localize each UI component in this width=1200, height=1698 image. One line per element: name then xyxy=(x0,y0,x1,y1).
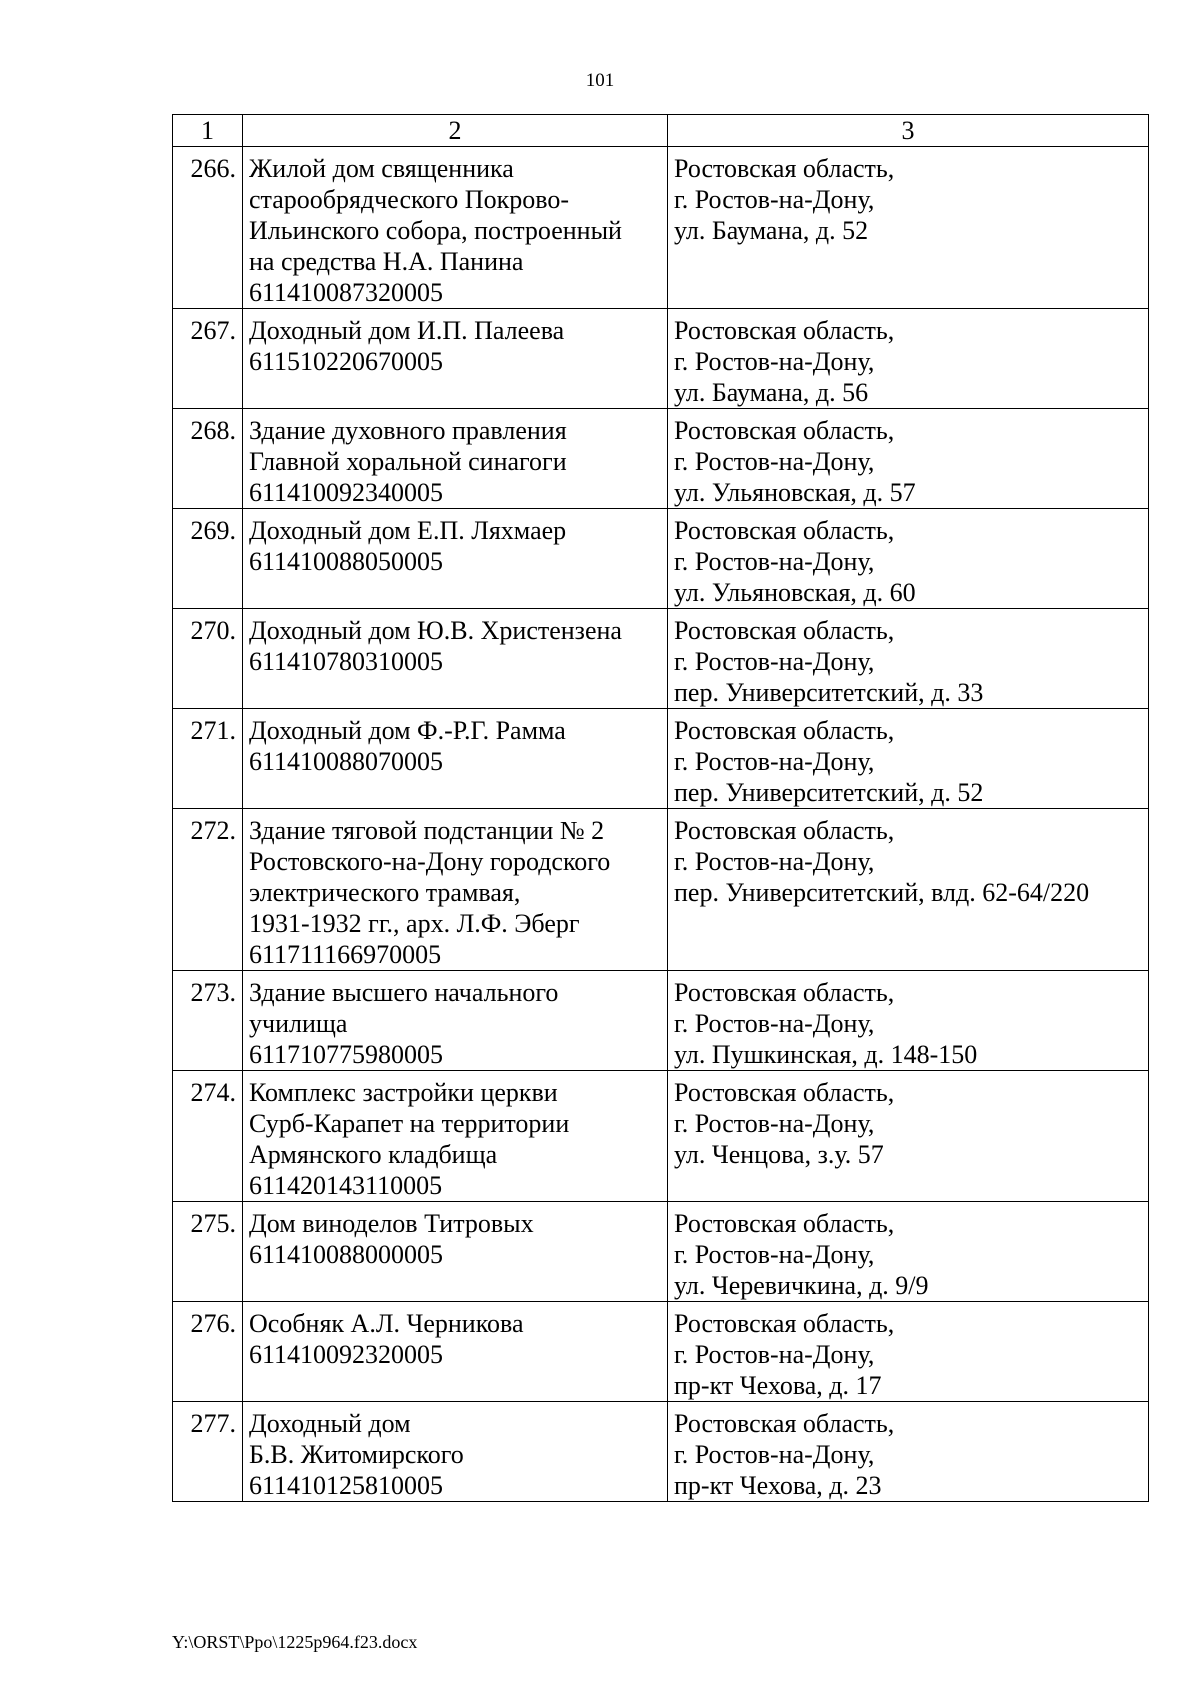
table-row xyxy=(173,609,1149,709)
row-number: 277. xyxy=(173,1402,243,1502)
address-line: Ростовская область, xyxy=(674,816,895,845)
object-name-line: Главной хоральной синагоги xyxy=(249,447,567,476)
address-line: г. Ростов-на-Дону, xyxy=(674,1109,875,1138)
table-row xyxy=(173,409,1149,509)
table-row xyxy=(173,1071,1149,1202)
object-name-line: Б.В. Житомирского xyxy=(249,1440,464,1469)
table-row xyxy=(173,971,1149,1071)
object-name-line: старообрядческого Покрово- xyxy=(249,185,569,214)
object-name-line: Жилой дом священника xyxy=(249,154,514,183)
object-name-line: Ильинского собора, построенный xyxy=(249,216,622,245)
table-row xyxy=(173,509,1149,609)
table-header-row xyxy=(173,115,1149,147)
address-cell xyxy=(668,309,1149,409)
object-name-line: Доходный дом Ф.-Р.Г. Рамма xyxy=(249,716,566,745)
address-cell xyxy=(668,147,1149,309)
object-name-line: электрического трамвая, xyxy=(249,878,521,907)
object-name-cell xyxy=(243,1202,668,1302)
page-number: 101 xyxy=(585,70,615,91)
address-line: Ростовская область, xyxy=(674,516,895,545)
address-line: ул. Пушкинская, д. 148-150 xyxy=(674,1040,978,1069)
address-cell xyxy=(668,1402,1149,1502)
object-name-line: Армянского кладбища xyxy=(249,1140,498,1169)
address-line: Ростовская область, xyxy=(674,1078,895,1107)
table-row xyxy=(173,309,1149,409)
address-line: ул. Черевичкина, д. 9/9 xyxy=(674,1271,929,1300)
object-name-cell xyxy=(243,409,668,509)
object-name-line: Здание тяговой подстанции № 2 xyxy=(249,816,605,845)
row-number: 268. xyxy=(173,409,243,509)
row-number: 275. xyxy=(173,1202,243,1302)
address-line: Ростовская область, xyxy=(674,716,895,745)
object-name-line: Здание духовного правления xyxy=(249,416,567,445)
address-line: Ростовская область, xyxy=(674,1309,895,1338)
address-line: г. Ростов-на-Дону, xyxy=(674,847,875,876)
object-name-line: Комплекс застройки церкви xyxy=(249,1078,558,1107)
row-number: 267. xyxy=(173,309,243,409)
table-row xyxy=(173,1402,1149,1502)
address-cell xyxy=(668,1302,1149,1402)
object-name-cell xyxy=(243,809,668,971)
row-number: 269. xyxy=(173,509,243,609)
address-line: г. Ростов-на-Дону, xyxy=(674,185,875,214)
address-line: г. Ростов-на-Дону, xyxy=(674,347,875,376)
object-name-cell xyxy=(243,509,668,609)
address-line: пер. Университетский, д. 33 xyxy=(674,678,984,707)
heritage-registry-table xyxy=(172,114,1149,1502)
row-number: 273. xyxy=(173,971,243,1071)
address-line: г. Ростов-на-Дону, xyxy=(674,1440,875,1469)
object-name-line: Доходный дом И.П. Палеева xyxy=(249,316,565,345)
row-number: 266. xyxy=(173,147,243,309)
row-number: 272. xyxy=(173,809,243,971)
object-name-cell xyxy=(243,147,668,309)
object-name-line: Доходный дом Е.П. Ляхмаер xyxy=(249,516,567,545)
table-row xyxy=(173,147,1149,309)
row-number: 270. xyxy=(173,609,243,709)
column-header-name: 2 xyxy=(243,115,668,147)
object-name-line: Доходный дом xyxy=(249,1409,411,1438)
address-line: Ростовская область, xyxy=(674,978,895,1007)
address-cell xyxy=(668,1202,1149,1302)
registry-number: 611410088050005 xyxy=(249,547,444,576)
row-number: 271. xyxy=(173,709,243,809)
address-cell xyxy=(668,1071,1149,1202)
address-line: пер. Университетский, д. 52 xyxy=(674,778,984,807)
table-row xyxy=(173,1302,1149,1402)
address-line: ул. Ульяновская, д. 60 xyxy=(674,578,916,607)
object-name-cell xyxy=(243,1302,668,1402)
address-line: Ростовская область, xyxy=(674,316,895,345)
address-line: г. Ростов-на-Дону, xyxy=(674,1240,875,1269)
registry-number: 611410092320005 xyxy=(249,1340,444,1369)
table-row xyxy=(173,809,1149,971)
address-cell xyxy=(668,609,1149,709)
registry-number: 611410087320005 xyxy=(249,278,444,307)
registry-number: 611410092340005 xyxy=(249,478,444,507)
address-cell xyxy=(668,409,1149,509)
address-line: Ростовская область, xyxy=(674,1409,895,1438)
object-name-cell xyxy=(243,609,668,709)
registry-number: 611510220670005 xyxy=(249,347,444,376)
address-cell xyxy=(668,971,1149,1071)
registry-number: 611410088070005 xyxy=(249,747,444,776)
object-name-line: Ростовского-на-Дону городского xyxy=(249,847,611,876)
column-header-number: 1 xyxy=(173,115,243,147)
address-line: г. Ростов-на-Дону, xyxy=(674,1340,875,1369)
table-row xyxy=(173,709,1149,809)
document-file-path: Y:\ORST\Ppo\1225p964.f23.docx xyxy=(172,1632,418,1652)
address-line: ул. Баумана, д. 52 xyxy=(674,216,869,245)
object-name-cell xyxy=(243,309,668,409)
object-name-cell xyxy=(243,1402,668,1502)
object-name-cell xyxy=(243,971,668,1071)
column-header-address: 3 xyxy=(668,115,1149,147)
registry-number: 611410088000005 xyxy=(249,1240,444,1269)
address-line: г. Ростов-на-Дону, xyxy=(674,747,875,776)
address-line: г. Ростов-на-Дону, xyxy=(674,447,875,476)
address-line: пер. Университетский, влд. 62-64/220 xyxy=(674,878,1090,907)
object-name-line: Особняк А.Л. Черникова xyxy=(249,1309,524,1338)
address-line: Ростовская область, xyxy=(674,1209,895,1238)
registry-number: 611410780310005 xyxy=(249,647,444,676)
registry-number: 611410125810005 xyxy=(249,1471,444,1500)
object-name-line: на средства Н.А. Панина xyxy=(249,247,524,276)
table-body xyxy=(173,147,1149,1502)
object-name-line: 1931-1932 гг., арх. Л.Ф. Эберг xyxy=(249,909,580,938)
address-line: ул. Ульяновская, д. 57 xyxy=(674,478,916,507)
address-cell xyxy=(668,709,1149,809)
registry-number: 611711166970005 xyxy=(249,940,442,969)
object-name-line: Сурб-Карапет на территории xyxy=(249,1109,570,1138)
address-line: ул. Ченцова, з.у. 57 xyxy=(674,1140,884,1169)
address-cell xyxy=(668,809,1149,971)
address-line: Ростовская область, xyxy=(674,154,895,183)
object-name-cell xyxy=(243,709,668,809)
registry-number: 611420143110005 xyxy=(249,1171,443,1200)
address-line: г. Ростов-на-Дону, xyxy=(674,1009,875,1038)
object-name-line: Здание высшего начального xyxy=(249,978,559,1007)
address-line: Ростовская область, xyxy=(674,416,895,445)
address-line: Ростовская область, xyxy=(674,616,895,645)
address-line: г. Ростов-на-Дону, xyxy=(674,547,875,576)
address-line: пр-кт Чехова, д. 23 xyxy=(674,1471,882,1500)
object-name-line: Дом виноделов Титровых xyxy=(249,1209,534,1238)
address-line: пр-кт Чехова, д. 17 xyxy=(674,1371,882,1400)
object-name-line: училища xyxy=(249,1009,348,1038)
registry-number: 611710775980005 xyxy=(249,1040,444,1069)
address-line: г. Ростов-на-Дону, xyxy=(674,647,875,676)
row-number: 274. xyxy=(173,1071,243,1202)
object-name-line: Доходный дом Ю.В. Христензена xyxy=(249,616,622,645)
address-line: ул. Баумана, д. 56 xyxy=(674,378,869,407)
row-number: 276. xyxy=(173,1302,243,1402)
object-name-cell xyxy=(243,1071,668,1202)
table-row xyxy=(173,1202,1149,1302)
address-cell xyxy=(668,509,1149,609)
